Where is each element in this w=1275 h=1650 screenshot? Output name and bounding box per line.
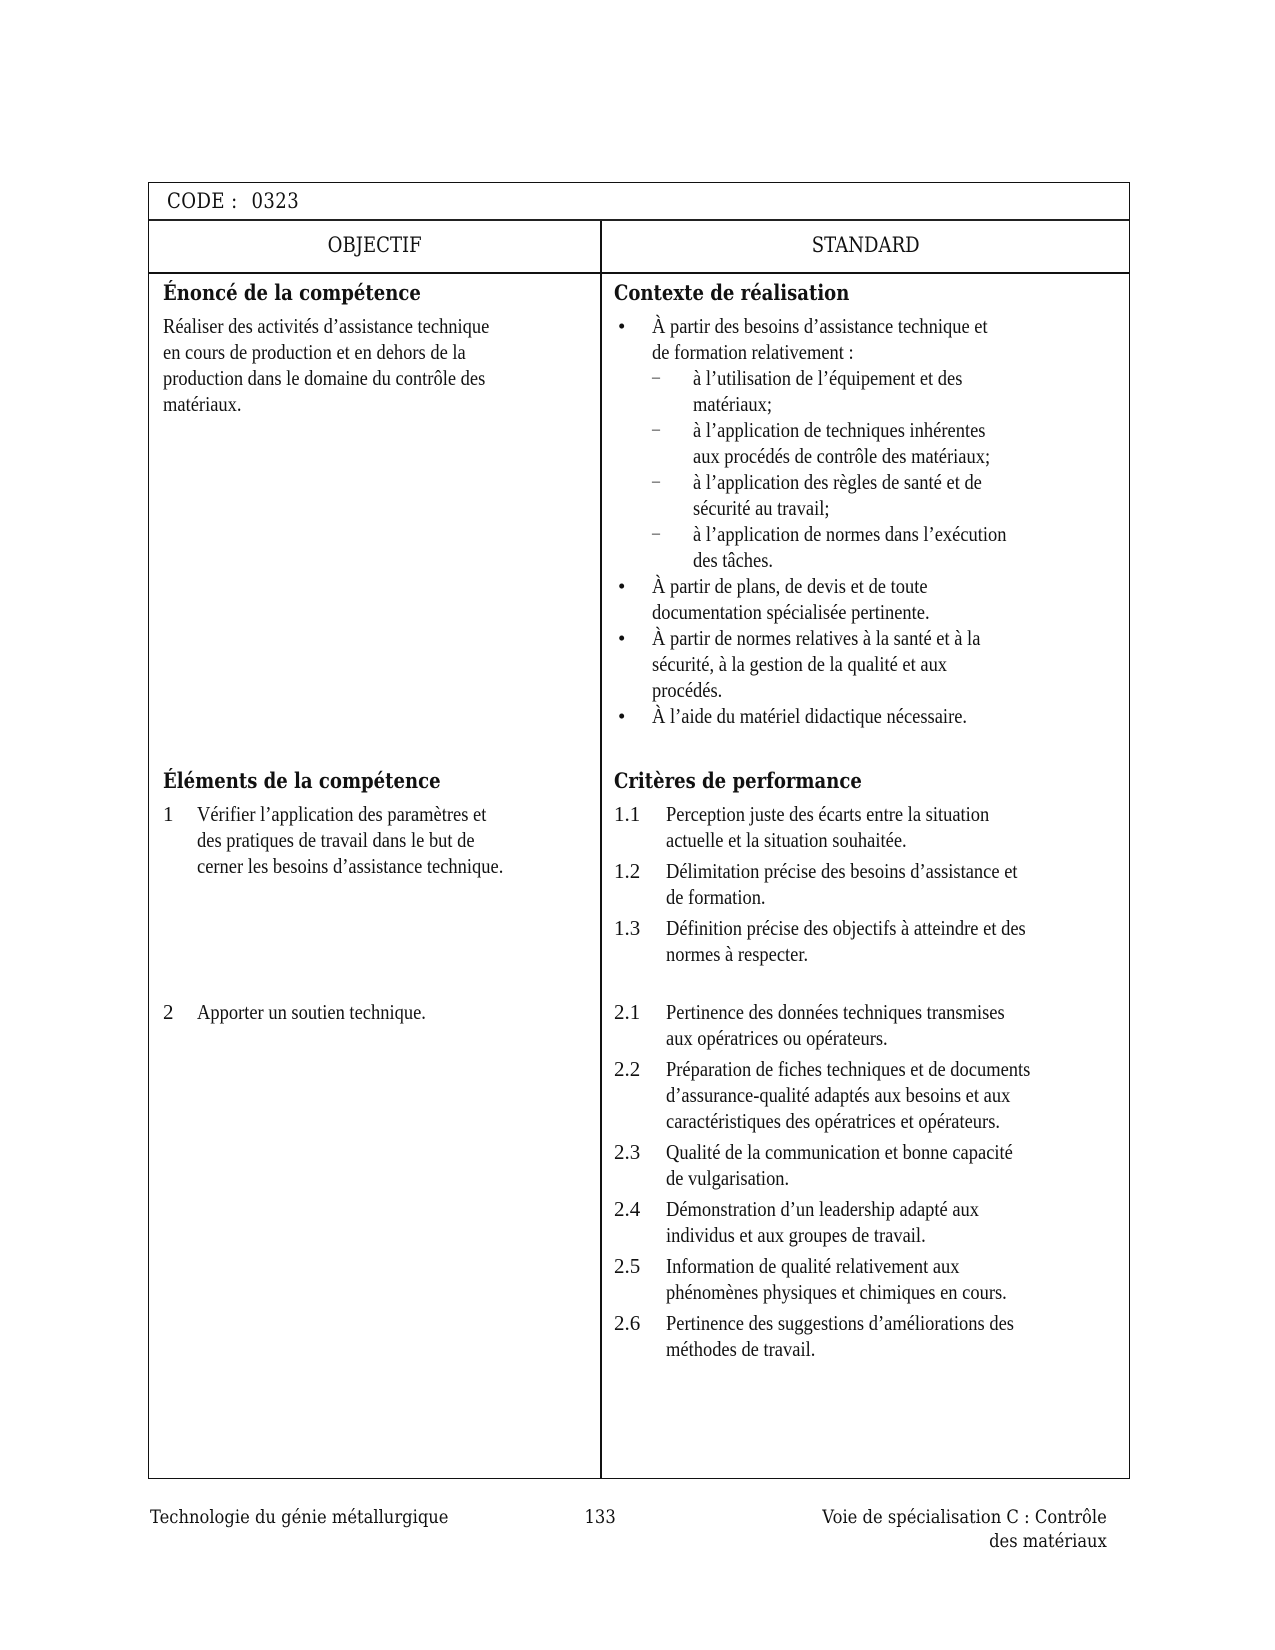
- contexte-bullet: [614, 313, 1114, 365]
- element-line: Apporter un soutien technique.: [197, 1000, 426, 1024]
- subitem-line: à l’utilisation de l’équipement et des: [693, 366, 963, 390]
- footer-program-title: [150, 1505, 497, 1529]
- code-row: [149, 183, 1129, 221]
- critere-line: individus et aux groupes de travail.: [666, 1223, 926, 1247]
- code-value: 0323: [251, 189, 300, 213]
- critere-line: Qualité de la communication et bonne capacité: [666, 1140, 1013, 1164]
- critere-item: [614, 1056, 1114, 1134]
- element-item: [163, 801, 593, 879]
- enonce-line: en cours de production et en dehors de la: [163, 340, 466, 364]
- contexte-title-text: Contexte de réalisation: [614, 280, 850, 305]
- dash-icon: –: [652, 525, 660, 542]
- critere-line: Perception juste des écarts entre la situation: [666, 802, 990, 826]
- bullet-icon: •: [618, 314, 626, 338]
- subitem-line: matériaux;: [693, 392, 773, 416]
- critere-item: [614, 1139, 1114, 1191]
- enonce-title: [163, 280, 463, 305]
- contexte-bullet: [614, 703, 1114, 729]
- critere-number: 2.4: [614, 1197, 641, 1221]
- page-number: [582, 1505, 618, 1529]
- column-header-objectif: [149, 233, 600, 257]
- contexte-subitem: [614, 469, 1114, 521]
- bullet-icon: •: [618, 574, 626, 598]
- enonce-line: production dans le domaine du contrôle des: [163, 366, 486, 390]
- critere-line: d’assurance-qualité adaptés aux besoins et aux: [666, 1083, 1011, 1107]
- bullet-icon: •: [618, 626, 626, 650]
- critere-line: de formation.: [666, 885, 766, 909]
- footer-specialisation-line: des matériaux: [989, 1530, 1107, 1552]
- contexte-subitem: [614, 365, 1114, 417]
- critere-line: phénomènes physiques et chimiques en cours.: [666, 1280, 1007, 1304]
- critere-item: [614, 1253, 1114, 1305]
- critere-number: 2.5: [614, 1254, 641, 1278]
- critere-line: méthodes de travail.: [666, 1337, 816, 1361]
- subitem-line: des tâches.: [693, 548, 774, 572]
- subitem-line: aux procédés de contrôle des matériaux;: [693, 444, 991, 468]
- subitem-line: à l’application de techniques inhérentes: [693, 418, 986, 442]
- critere-line: Préparation de fiches techniques et de documents: [666, 1057, 1031, 1081]
- contexte-bullet: [614, 573, 1114, 625]
- dash-icon: –: [652, 473, 660, 490]
- critere-number: 2.2: [614, 1057, 641, 1081]
- enonce-line: matériaux.: [163, 392, 242, 416]
- critere-line: actuelle et la situation souhaitée.: [666, 828, 907, 852]
- critere-line: Information de qualité relativement aux: [666, 1254, 960, 1278]
- footer-specialisation-line: Voie de spécialisation C : Contrôle: [822, 1506, 1107, 1528]
- critere-line: caractéristiques des opératrices et opérateurs.: [666, 1109, 1001, 1133]
- bullet-line: procédés.: [652, 678, 723, 702]
- element-item: [163, 999, 593, 1025]
- code-label: CODE :: [167, 189, 238, 213]
- header-rule: [149, 272, 1129, 274]
- column-divider: [600, 221, 602, 1478]
- element-number: 1: [163, 802, 174, 826]
- critere-number: 2.6: [614, 1311, 641, 1335]
- criteres-title-text: Critères de performance: [614, 768, 862, 793]
- critere-line: Délimitation précise des besoins d’assistance et: [666, 859, 1018, 883]
- critere-line: Définition précise des objectifs à atteindre et des: [666, 916, 1026, 940]
- critere-number: 1.2: [614, 859, 641, 883]
- column-header-objectif-label: OBJECTIF: [327, 233, 422, 257]
- critere-number: 2.1: [614, 1000, 641, 1024]
- bullet-line: de formation relativement :: [652, 340, 854, 364]
- competency-table: [148, 182, 1130, 1479]
- enonce-text: [163, 313, 534, 417]
- subitem-line: à l’application des règles de santé et de: [693, 470, 982, 494]
- critere-number: 2.3: [614, 1140, 641, 1164]
- critere-line: normes à respecter.: [666, 942, 809, 966]
- element-line: cerner les besoins d’assistance technique.: [197, 854, 504, 878]
- bullet-line: documentation spécialisée pertinente.: [652, 600, 930, 624]
- column-header-standard: [602, 233, 1129, 257]
- page-number-text: 133: [584, 1506, 616, 1528]
- bullet-line: À partir de plans, de devis et de toute: [652, 574, 928, 598]
- criteres-group-1: [614, 801, 1114, 972]
- dash-icon: –: [652, 369, 660, 386]
- contexte-title: [614, 280, 888, 305]
- subitem-line: à l’application de normes dans l’exécution: [693, 522, 1007, 546]
- contexte-subitem: [614, 521, 1114, 573]
- bullet-line: À l’aide du matériel didactique nécessaire.: [652, 704, 968, 728]
- elements-title-text: Éléments de la compétence: [163, 768, 441, 793]
- footer-specialisation: [776, 1505, 1107, 1553]
- criteres-group-2: [614, 999, 1114, 1367]
- element-number: 2: [163, 1000, 174, 1024]
- contexte-list: [614, 313, 1114, 729]
- bullet-line: À partir de normes relatives à la santé et à la: [652, 626, 981, 650]
- enonce-title-text: Énoncé de la compétence: [163, 280, 421, 305]
- code-field: [167, 189, 299, 213]
- critere-line: aux opératrices ou opérateurs.: [666, 1026, 888, 1050]
- element-line: des pratiques de travail dans le but de: [197, 828, 475, 852]
- element-line: Vérifier l’application des paramètres et: [197, 802, 487, 826]
- critere-line: Démonstration d’un leadership adapté aux: [666, 1197, 980, 1221]
- critere-number: 1.1: [614, 802, 641, 826]
- critere-number: 1.3: [614, 916, 641, 940]
- enonce-line: Réaliser des activités d’assistance technique: [163, 314, 490, 338]
- dash-icon: –: [652, 421, 660, 438]
- critere-item: [614, 1310, 1114, 1362]
- critere-line: Pertinence des données techniques transmises: [666, 1000, 1005, 1024]
- critere-line: de vulgarisation.: [666, 1166, 790, 1190]
- bullet-icon: •: [618, 704, 626, 728]
- footer-program-text: Technologie du génie métallurgique: [150, 1506, 449, 1528]
- critere-item: [614, 801, 1114, 853]
- critere-item: [614, 1196, 1114, 1248]
- elements-title: [163, 768, 486, 793]
- subitem-line: sécurité au travail;: [693, 496, 830, 520]
- column-header-standard-label: STANDARD: [811, 233, 920, 257]
- contexte-bullet: [614, 625, 1114, 703]
- bullet-line: sécurité, à la gestion de la qualité et aux: [652, 652, 948, 676]
- critere-item: [614, 915, 1114, 967]
- critere-item: [614, 858, 1114, 910]
- bullet-line: À partir des besoins d’assistance technique et: [652, 314, 988, 338]
- critere-line: Pertinence des suggestions d’améliorations des: [666, 1311, 1014, 1335]
- critere-item: [614, 999, 1114, 1051]
- contexte-subitem: [614, 417, 1114, 469]
- criteres-title: [614, 768, 902, 793]
